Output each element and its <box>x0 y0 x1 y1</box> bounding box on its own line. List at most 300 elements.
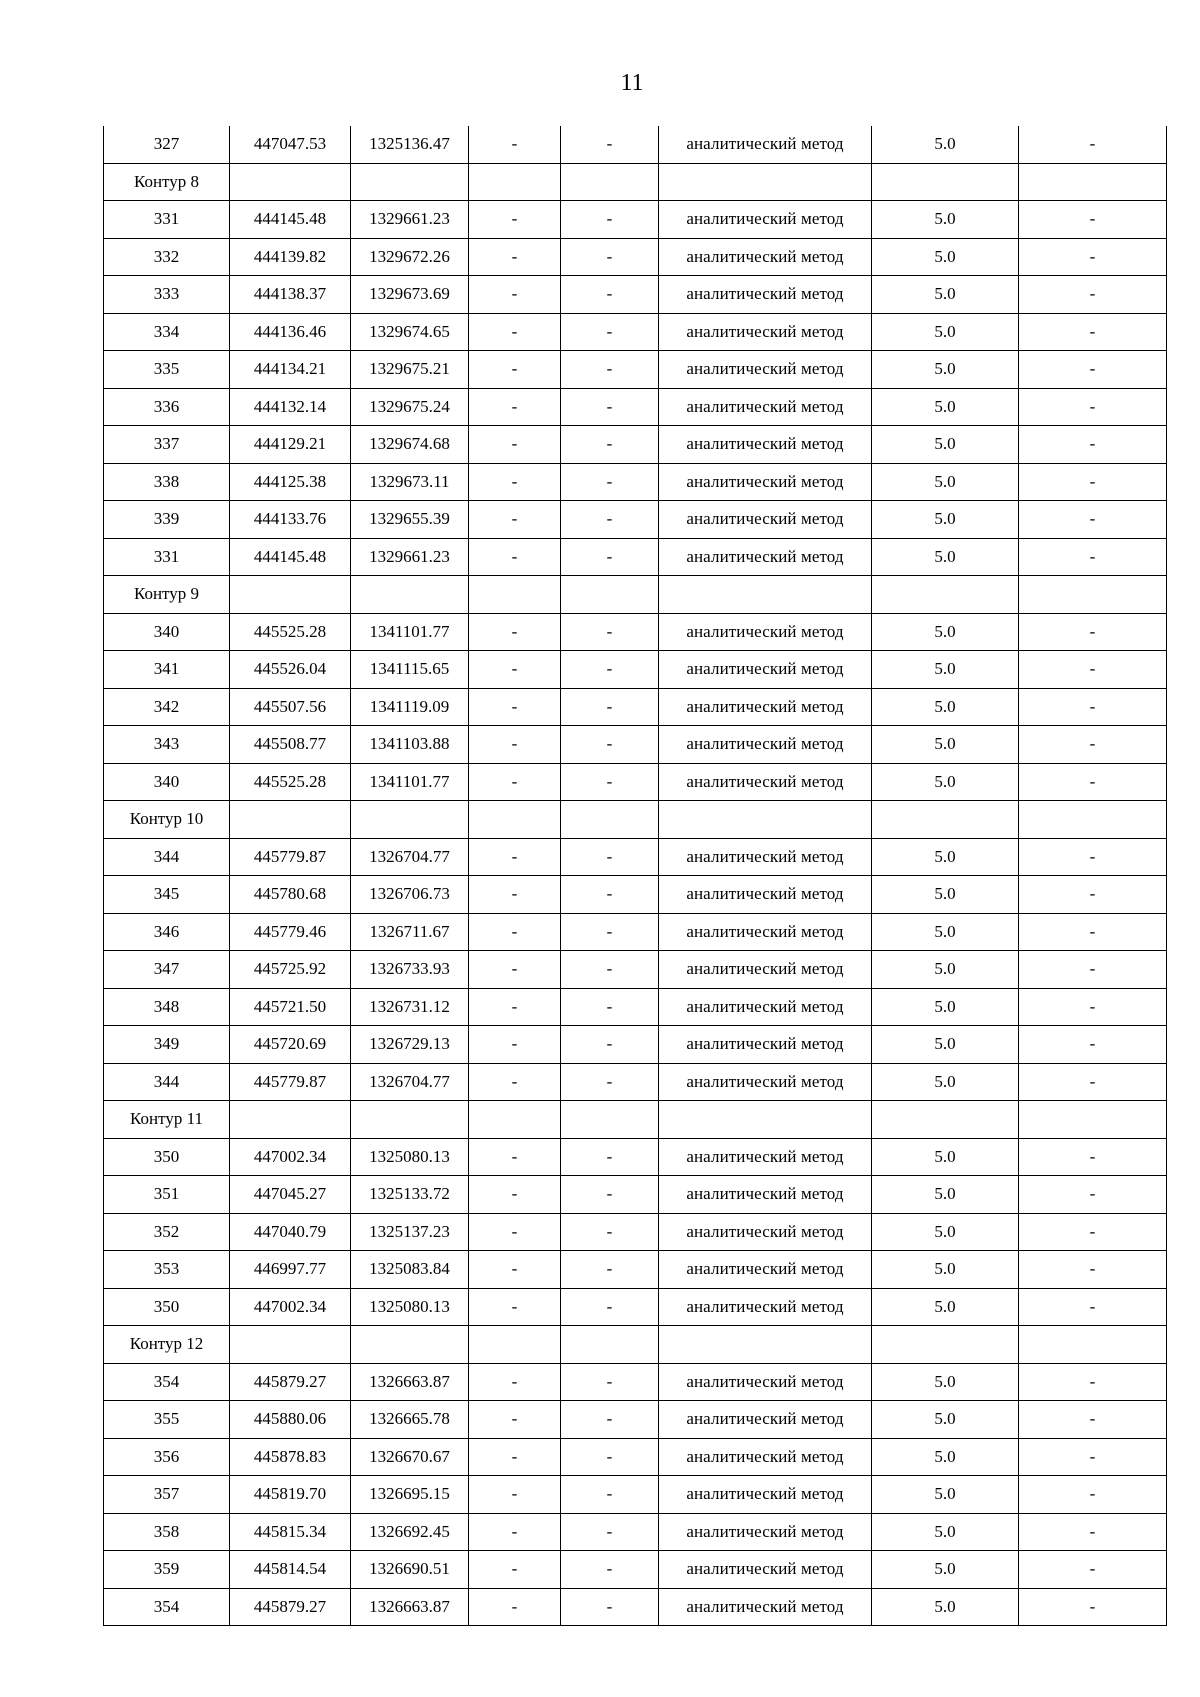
empty-dash-cell: - <box>561 501 659 539</box>
empty-dash-cell: - <box>561 426 659 464</box>
point-number-cell: 348 <box>104 988 230 1026</box>
accuracy-cell: 5.0 <box>872 726 1019 764</box>
accuracy-cell: 5.0 <box>872 951 1019 989</box>
empty-cell <box>659 163 872 201</box>
empty-dash-cell: - <box>561 1288 659 1326</box>
method-cell: аналитический метод <box>659 126 872 163</box>
x-coordinate-cell: 445779.87 <box>230 838 351 876</box>
point-number-cell: 337 <box>104 426 230 464</box>
point-number-cell: 338 <box>104 463 230 501</box>
x-coordinate-cell: 445507.56 <box>230 688 351 726</box>
method-cell: аналитический метод <box>659 1588 872 1626</box>
empty-dash-cell: - <box>561 988 659 1026</box>
empty-dash-cell: - <box>561 1551 659 1589</box>
x-coordinate-cell: 445880.06 <box>230 1401 351 1439</box>
x-coordinate-cell: 445815.34 <box>230 1513 351 1551</box>
accuracy-cell: 5.0 <box>872 988 1019 1026</box>
method-cell: аналитический метод <box>659 651 872 689</box>
empty-dash-cell: - <box>1019 838 1167 876</box>
empty-dash-cell: - <box>561 1513 659 1551</box>
y-coordinate-cell: 1325080.13 <box>351 1288 469 1326</box>
table-row <box>104 463 1167 501</box>
table-row <box>104 688 1167 726</box>
point-number-cell: 343 <box>104 726 230 764</box>
x-coordinate-cell: 447045.27 <box>230 1176 351 1214</box>
point-number-cell: 354 <box>104 1363 230 1401</box>
empty-cell <box>872 576 1019 614</box>
empty-dash-cell: - <box>1019 1063 1167 1101</box>
accuracy-cell: 5.0 <box>872 763 1019 801</box>
empty-dash-cell: - <box>1019 651 1167 689</box>
coordinates-table <box>103 126 1167 1626</box>
point-number-cell: 350 <box>104 1288 230 1326</box>
table-row <box>104 1063 1167 1101</box>
table-row <box>104 1476 1167 1514</box>
empty-cell <box>1019 1101 1167 1139</box>
accuracy-cell: 5.0 <box>872 1438 1019 1476</box>
empty-cell <box>872 163 1019 201</box>
empty-dash-cell: - <box>1019 501 1167 539</box>
empty-dash-cell: - <box>1019 538 1167 576</box>
empty-cell <box>230 163 351 201</box>
y-coordinate-cell: 1326670.67 <box>351 1438 469 1476</box>
point-number-cell: 336 <box>104 388 230 426</box>
y-coordinate-cell: 1325083.84 <box>351 1251 469 1289</box>
x-coordinate-cell: 447002.34 <box>230 1288 351 1326</box>
point-number-cell: 335 <box>104 351 230 389</box>
table-row <box>104 876 1167 914</box>
empty-dash-cell: - <box>469 613 561 651</box>
empty-dash-cell: - <box>561 726 659 764</box>
method-cell: аналитический метод <box>659 1401 872 1439</box>
empty-dash-cell: - <box>1019 1363 1167 1401</box>
contour-header-row <box>104 576 1167 614</box>
table-row <box>104 1513 1167 1551</box>
point-number-cell: 351 <box>104 1176 230 1214</box>
empty-cell <box>659 801 872 839</box>
point-number-cell: 331 <box>104 201 230 239</box>
point-number-cell: 349 <box>104 1026 230 1064</box>
x-coordinate-cell: 445879.27 <box>230 1363 351 1401</box>
empty-dash-cell: - <box>1019 1438 1167 1476</box>
empty-dash-cell: - <box>561 688 659 726</box>
empty-dash-cell: - <box>561 876 659 914</box>
x-coordinate-cell: 445779.87 <box>230 1063 351 1101</box>
y-coordinate-cell: 1329675.24 <box>351 388 469 426</box>
empty-cell <box>561 576 659 614</box>
table-row <box>104 1026 1167 1064</box>
method-cell: аналитический метод <box>659 838 872 876</box>
empty-dash-cell: - <box>469 463 561 501</box>
point-number-cell: 339 <box>104 501 230 539</box>
empty-dash-cell: - <box>561 388 659 426</box>
empty-dash-cell: - <box>1019 1138 1167 1176</box>
table-row <box>104 201 1167 239</box>
point-number-cell: 333 <box>104 276 230 314</box>
empty-cell <box>230 576 351 614</box>
accuracy-cell: 5.0 <box>872 1551 1019 1589</box>
method-cell: аналитический метод <box>659 276 872 314</box>
empty-cell <box>872 801 1019 839</box>
empty-dash-cell: - <box>1019 1288 1167 1326</box>
point-number-cell: 332 <box>104 238 230 276</box>
y-coordinate-cell: 1326729.13 <box>351 1026 469 1064</box>
contour-label: Контур 9 <box>104 576 230 614</box>
accuracy-cell: 5.0 <box>872 388 1019 426</box>
empty-dash-cell: - <box>561 276 659 314</box>
empty-dash-cell: - <box>561 1401 659 1439</box>
point-number-cell: 340 <box>104 613 230 651</box>
y-coordinate-cell: 1326692.45 <box>351 1513 469 1551</box>
accuracy-cell: 5.0 <box>872 1251 1019 1289</box>
table-row <box>104 1551 1167 1589</box>
method-cell: аналитический метод <box>659 688 872 726</box>
x-coordinate-cell: 444145.48 <box>230 538 351 576</box>
empty-cell <box>659 576 872 614</box>
y-coordinate-cell: 1325133.72 <box>351 1176 469 1214</box>
empty-dash-cell: - <box>469 988 561 1026</box>
point-number-cell: 347 <box>104 951 230 989</box>
empty-cell <box>469 163 561 201</box>
method-cell: аналитический метод <box>659 951 872 989</box>
empty-dash-cell: - <box>561 126 659 163</box>
method-cell: аналитический метод <box>659 501 872 539</box>
empty-dash-cell: - <box>1019 463 1167 501</box>
accuracy-cell: 5.0 <box>872 313 1019 351</box>
empty-dash-cell: - <box>469 1251 561 1289</box>
x-coordinate-cell: 444139.82 <box>230 238 351 276</box>
empty-dash-cell: - <box>1019 238 1167 276</box>
y-coordinate-cell: 1341103.88 <box>351 726 469 764</box>
x-coordinate-cell: 445720.69 <box>230 1026 351 1064</box>
x-coordinate-cell: 445779.46 <box>230 913 351 951</box>
empty-dash-cell: - <box>469 1438 561 1476</box>
empty-cell <box>561 1101 659 1139</box>
accuracy-cell: 5.0 <box>872 1026 1019 1064</box>
contour-header-row <box>104 1326 1167 1364</box>
table-row <box>104 651 1167 689</box>
x-coordinate-cell: 447002.34 <box>230 1138 351 1176</box>
x-coordinate-cell: 445878.83 <box>230 1438 351 1476</box>
empty-dash-cell: - <box>469 1588 561 1626</box>
empty-cell <box>469 1101 561 1139</box>
empty-dash-cell: - <box>469 1288 561 1326</box>
empty-dash-cell: - <box>561 1476 659 1514</box>
point-number-cell: 352 <box>104 1213 230 1251</box>
method-cell: аналитический метод <box>659 1438 872 1476</box>
empty-cell <box>561 801 659 839</box>
accuracy-cell: 5.0 <box>872 538 1019 576</box>
method-cell: аналитический метод <box>659 1363 872 1401</box>
empty-cell <box>230 1326 351 1364</box>
empty-dash-cell: - <box>561 201 659 239</box>
method-cell: аналитический метод <box>659 426 872 464</box>
empty-dash-cell: - <box>469 763 561 801</box>
table-row <box>104 388 1167 426</box>
method-cell: аналитический метод <box>659 313 872 351</box>
accuracy-cell: 5.0 <box>872 501 1019 539</box>
accuracy-cell: 5.0 <box>872 201 1019 239</box>
empty-cell <box>872 1326 1019 1364</box>
empty-dash-cell: - <box>469 838 561 876</box>
method-cell: аналитический метод <box>659 1176 872 1214</box>
table-row <box>104 276 1167 314</box>
x-coordinate-cell: 444134.21 <box>230 351 351 389</box>
point-number-cell: 355 <box>104 1401 230 1439</box>
empty-dash-cell: - <box>1019 426 1167 464</box>
table-body <box>104 126 1167 1626</box>
empty-cell <box>1019 163 1167 201</box>
table-row <box>104 1213 1167 1251</box>
x-coordinate-cell: 444136.46 <box>230 313 351 351</box>
method-cell: аналитический метод <box>659 1026 872 1064</box>
empty-dash-cell: - <box>561 763 659 801</box>
empty-cell <box>351 1101 469 1139</box>
empty-dash-cell: - <box>561 613 659 651</box>
accuracy-cell: 5.0 <box>872 913 1019 951</box>
point-number-cell: 353 <box>104 1251 230 1289</box>
x-coordinate-cell: 445814.54 <box>230 1551 351 1589</box>
point-number-cell: 359 <box>104 1551 230 1589</box>
y-coordinate-cell: 1325137.23 <box>351 1213 469 1251</box>
contour-label: Контур 12 <box>104 1326 230 1364</box>
method-cell: аналитический метод <box>659 388 872 426</box>
table-row <box>104 988 1167 1026</box>
method-cell: аналитический метод <box>659 1251 872 1289</box>
empty-cell <box>351 576 469 614</box>
table-row <box>104 313 1167 351</box>
method-cell: аналитический метод <box>659 876 872 914</box>
empty-dash-cell: - <box>1019 1513 1167 1551</box>
method-cell: аналитический метод <box>659 613 872 651</box>
empty-dash-cell: - <box>1019 1476 1167 1514</box>
point-number-cell: 358 <box>104 1513 230 1551</box>
contour-header-row <box>104 163 1167 201</box>
accuracy-cell: 5.0 <box>872 838 1019 876</box>
y-coordinate-cell: 1326731.12 <box>351 988 469 1026</box>
empty-dash-cell: - <box>561 838 659 876</box>
empty-dash-cell: - <box>561 238 659 276</box>
accuracy-cell: 5.0 <box>872 351 1019 389</box>
accuracy-cell: 5.0 <box>872 1138 1019 1176</box>
table-row <box>104 951 1167 989</box>
x-coordinate-cell: 445526.04 <box>230 651 351 689</box>
empty-cell <box>230 1101 351 1139</box>
empty-cell <box>1019 576 1167 614</box>
y-coordinate-cell: 1329673.11 <box>351 463 469 501</box>
y-coordinate-cell: 1326663.87 <box>351 1363 469 1401</box>
point-number-cell: 356 <box>104 1438 230 1476</box>
y-coordinate-cell: 1329675.21 <box>351 351 469 389</box>
empty-dash-cell: - <box>469 876 561 914</box>
y-coordinate-cell: 1329674.68 <box>351 426 469 464</box>
x-coordinate-cell: 446997.77 <box>230 1251 351 1289</box>
empty-cell <box>351 163 469 201</box>
contour-label: Контур 11 <box>104 1101 230 1139</box>
accuracy-cell: 5.0 <box>872 613 1019 651</box>
point-number-cell: 331 <box>104 538 230 576</box>
method-cell: аналитический метод <box>659 1063 872 1101</box>
empty-dash-cell: - <box>1019 1251 1167 1289</box>
empty-dash-cell: - <box>561 1363 659 1401</box>
empty-dash-cell: - <box>469 276 561 314</box>
x-coordinate-cell: 445879.27 <box>230 1588 351 1626</box>
empty-dash-cell: - <box>1019 276 1167 314</box>
empty-dash-cell: - <box>1019 1551 1167 1589</box>
point-number-cell: 350 <box>104 1138 230 1176</box>
empty-dash-cell: - <box>469 501 561 539</box>
empty-dash-cell: - <box>1019 388 1167 426</box>
point-number-cell: 344 <box>104 1063 230 1101</box>
empty-cell <box>351 801 469 839</box>
empty-cell <box>351 1326 469 1364</box>
y-coordinate-cell: 1341115.65 <box>351 651 469 689</box>
empty-cell <box>469 1326 561 1364</box>
accuracy-cell: 5.0 <box>872 126 1019 163</box>
x-coordinate-cell: 447040.79 <box>230 1213 351 1251</box>
point-number-cell: 334 <box>104 313 230 351</box>
method-cell: аналитический метод <box>659 1213 872 1251</box>
accuracy-cell: 5.0 <box>872 1288 1019 1326</box>
x-coordinate-cell: 445508.77 <box>230 726 351 764</box>
empty-cell <box>872 1101 1019 1139</box>
empty-cell <box>561 163 659 201</box>
empty-dash-cell: - <box>561 951 659 989</box>
accuracy-cell: 5.0 <box>872 688 1019 726</box>
point-number-cell: 341 <box>104 651 230 689</box>
empty-dash-cell: - <box>1019 1176 1167 1214</box>
y-coordinate-cell: 1329672.26 <box>351 238 469 276</box>
table-row <box>104 726 1167 764</box>
method-cell: аналитический метод <box>659 763 872 801</box>
table-row <box>104 501 1167 539</box>
empty-dash-cell: - <box>469 1026 561 1064</box>
empty-dash-cell: - <box>1019 913 1167 951</box>
table-row <box>104 1138 1167 1176</box>
x-coordinate-cell: 445725.92 <box>230 951 351 989</box>
empty-dash-cell: - <box>1019 1588 1167 1626</box>
empty-dash-cell: - <box>561 913 659 951</box>
empty-dash-cell: - <box>561 1251 659 1289</box>
empty-dash-cell: - <box>1019 951 1167 989</box>
empty-cell <box>1019 801 1167 839</box>
y-coordinate-cell: 1326711.67 <box>351 913 469 951</box>
table-row <box>104 1288 1167 1326</box>
table-row <box>104 351 1167 389</box>
empty-dash-cell: - <box>1019 726 1167 764</box>
y-coordinate-cell: 1326704.77 <box>351 838 469 876</box>
y-coordinate-cell: 1326733.93 <box>351 951 469 989</box>
empty-dash-cell: - <box>561 1063 659 1101</box>
y-coordinate-cell: 1329674.65 <box>351 313 469 351</box>
accuracy-cell: 5.0 <box>872 1213 1019 1251</box>
accuracy-cell: 5.0 <box>872 1363 1019 1401</box>
method-cell: аналитический метод <box>659 238 872 276</box>
y-coordinate-cell: 1341101.77 <box>351 763 469 801</box>
accuracy-cell: 5.0 <box>872 1176 1019 1214</box>
x-coordinate-cell: 447047.53 <box>230 126 351 163</box>
method-cell: аналитический метод <box>659 1288 872 1326</box>
y-coordinate-cell: 1329661.23 <box>351 538 469 576</box>
empty-dash-cell: - <box>561 1213 659 1251</box>
empty-dash-cell: - <box>469 651 561 689</box>
empty-dash-cell: - <box>561 538 659 576</box>
y-coordinate-cell: 1329673.69 <box>351 276 469 314</box>
method-cell: аналитический метод <box>659 1513 872 1551</box>
empty-dash-cell: - <box>469 1213 561 1251</box>
empty-dash-cell: - <box>469 1176 561 1214</box>
empty-dash-cell: - <box>561 1588 659 1626</box>
empty-dash-cell: - <box>1019 688 1167 726</box>
empty-dash-cell: - <box>1019 876 1167 914</box>
empty-dash-cell: - <box>469 726 561 764</box>
accuracy-cell: 5.0 <box>872 463 1019 501</box>
y-coordinate-cell: 1325136.47 <box>351 126 469 163</box>
empty-dash-cell: - <box>1019 763 1167 801</box>
point-number-cell: 327 <box>104 126 230 163</box>
empty-cell <box>659 1326 872 1364</box>
accuracy-cell: 5.0 <box>872 1401 1019 1439</box>
contour-header-row <box>104 801 1167 839</box>
accuracy-cell: 5.0 <box>872 1476 1019 1514</box>
empty-dash-cell: - <box>1019 988 1167 1026</box>
y-coordinate-cell: 1326690.51 <box>351 1551 469 1589</box>
empty-dash-cell: - <box>561 313 659 351</box>
empty-dash-cell: - <box>561 1438 659 1476</box>
point-number-cell: 342 <box>104 688 230 726</box>
point-number-cell: 346 <box>104 913 230 951</box>
page-number: 11 <box>620 70 644 96</box>
y-coordinate-cell: 1341119.09 <box>351 688 469 726</box>
empty-dash-cell: - <box>469 1063 561 1101</box>
empty-dash-cell: - <box>469 1363 561 1401</box>
table-row <box>104 1363 1167 1401</box>
table-row <box>104 238 1167 276</box>
accuracy-cell: 5.0 <box>872 276 1019 314</box>
accuracy-cell: 5.0 <box>872 1588 1019 1626</box>
y-coordinate-cell: 1329661.23 <box>351 201 469 239</box>
empty-dash-cell: - <box>469 1401 561 1439</box>
empty-dash-cell: - <box>469 1476 561 1514</box>
empty-dash-cell: - <box>1019 201 1167 239</box>
x-coordinate-cell: 445525.28 <box>230 763 351 801</box>
empty-dash-cell: - <box>1019 126 1167 163</box>
empty-dash-cell: - <box>1019 613 1167 651</box>
x-coordinate-cell: 445819.70 <box>230 1476 351 1514</box>
empty-dash-cell: - <box>469 388 561 426</box>
empty-dash-cell: - <box>1019 1401 1167 1439</box>
y-coordinate-cell: 1326695.15 <box>351 1476 469 1514</box>
point-number-cell: 345 <box>104 876 230 914</box>
x-coordinate-cell: 445525.28 <box>230 613 351 651</box>
empty-cell <box>659 1101 872 1139</box>
empty-dash-cell: - <box>469 201 561 239</box>
empty-cell <box>561 1326 659 1364</box>
empty-dash-cell: - <box>469 688 561 726</box>
empty-dash-cell: - <box>469 1551 561 1589</box>
method-cell: аналитический метод <box>659 988 872 1026</box>
y-coordinate-cell: 1326706.73 <box>351 876 469 914</box>
accuracy-cell: 5.0 <box>872 876 1019 914</box>
method-cell: аналитический метод <box>659 913 872 951</box>
contour-label: Контур 10 <box>104 801 230 839</box>
table-row <box>104 126 1167 163</box>
method-cell: аналитический метод <box>659 351 872 389</box>
accuracy-cell: 5.0 <box>872 1063 1019 1101</box>
empty-dash-cell: - <box>561 1176 659 1214</box>
empty-dash-cell: - <box>469 426 561 464</box>
empty-dash-cell: - <box>561 351 659 389</box>
